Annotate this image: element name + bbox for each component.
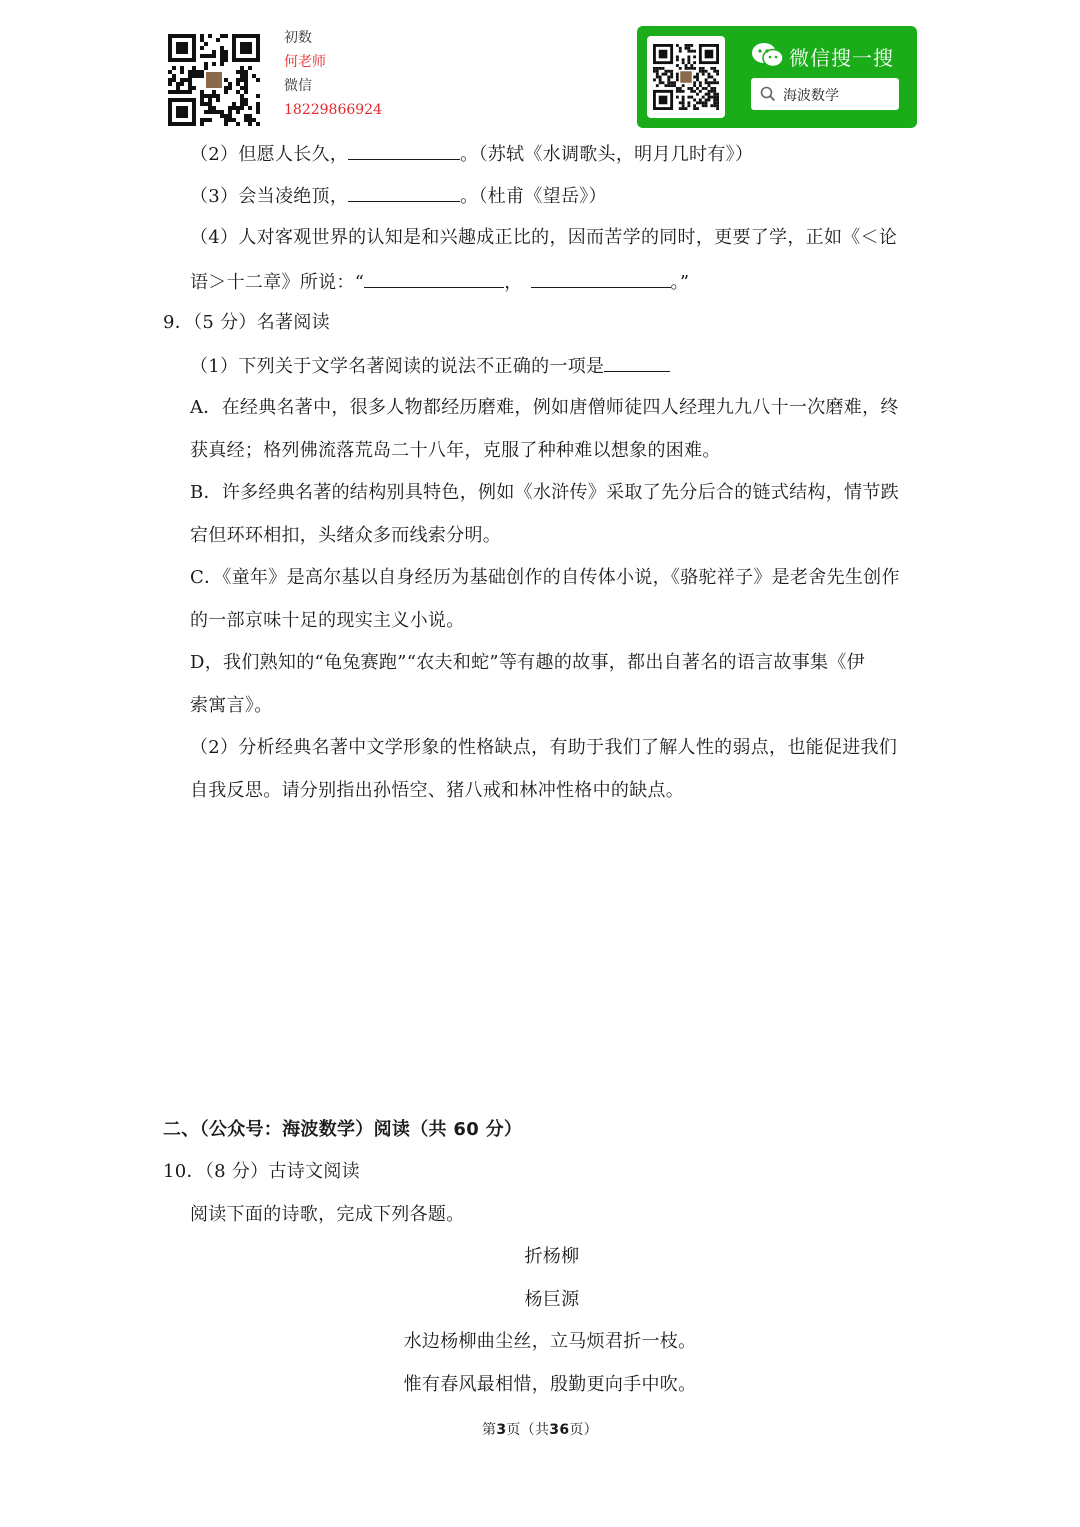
contact-subject: 初数	[284, 30, 312, 46]
poem-line-1: 水边杨柳曲尘丝，立马烦君折一枝。	[403, 1331, 697, 1352]
wechat-search-query: 海波数学	[783, 88, 839, 104]
q9-sub1: （1）下列关于文学名著阅读的说法不正确的一项是	[190, 353, 670, 379]
q8-item-3: （3）会当凌绝顶， 。（杜甫《望岳》）	[190, 183, 607, 209]
answer-blank	[531, 269, 671, 288]
poem-title: 折杨柳	[524, 1246, 580, 1267]
q8-item-2: （2）但愿人长久， 。（苏轼《水调歌头，明月几时有》）	[190, 141, 753, 167]
section-2-heading: 二、（公众号：海波数学）阅读（共 60 分）	[163, 1119, 523, 1140]
q9-option-d-line2: 索寓言》。	[190, 695, 273, 716]
wechat-qr-code	[647, 36, 725, 118]
poem-author: 杨巨源	[524, 1289, 580, 1310]
q9-sub2-line1: （2）分析经典名著中文学形象的性格缺点，有助于我们了解人性的弱点，也能促进我们	[190, 737, 898, 758]
page-footer: 第3页（共36页）	[482, 1422, 598, 1438]
contact-wechat-label: 微信	[284, 78, 312, 94]
q10-intro: 阅读下面的诗歌，完成下列各题。	[190, 1204, 465, 1225]
wechat-search-card	[637, 26, 917, 128]
answer-blank	[348, 141, 460, 160]
q9-option-b-line1: B．许多经典名著的结构别具特色，例如《水浒传》采取了先分后合的链式结构，情节跌	[190, 482, 899, 503]
contact-info	[284, 26, 382, 122]
search-icon	[760, 86, 776, 102]
q9-option-c-line2: 的一部京味十足的现实主义小说。	[190, 610, 465, 631]
q9-option-a-line2: 获真经；格列佛流落荒岛二十八年，克服了种种难以想象的困难。	[190, 440, 721, 461]
wechat-search-box	[751, 78, 899, 110]
page-number: 3	[496, 1422, 507, 1438]
contact-teacher: 何老师	[284, 54, 326, 70]
poem-line-2: 惟有春风最相惜，殷勤更向手中吹。	[403, 1374, 697, 1395]
q9-option-d-line1: D，我们熟知的“龟兔赛跑”“农夫和蛇”等有趣的故事，都出自著名的语言故事集《伊	[190, 652, 865, 673]
answer-blank	[604, 353, 670, 372]
q8-item-4-line1: （4）人对客观世界的认知是和兴趣成正比的，因而苦学的同时，更要了学，正如《＜论	[190, 227, 898, 248]
contact-phone: 18229866924	[284, 102, 382, 118]
q9-option-c-line1: C．《童年》是高尔基以自身经历为基础创作的自传体小说，《骆驼祥子》是老舍先生创作	[190, 567, 900, 588]
q9-title: 9．（5 分）名著阅读	[163, 312, 330, 333]
qr-code-contact	[168, 34, 260, 126]
q9-option-b-line2: 宕但环环相扣，头绪众多而线索分明。	[190, 525, 502, 546]
wechat-search-title: 微信搜一搜	[789, 46, 894, 70]
answer-blank	[348, 183, 460, 202]
page-total: 36	[549, 1422, 570, 1438]
q10-title: 10．（8 分）古诗文阅读	[163, 1161, 360, 1182]
wechat-logo-icon	[751, 42, 785, 68]
answer-blank	[364, 269, 504, 288]
q9-option-a-line1: A．在经典名著中，很多人物都经历磨难，例如唐僧师徒四人经理九九八十一次磨难，终	[190, 397, 899, 418]
q9-sub2-line2: 自我反思。请分别指出孙悟空、猪八戒和林冲性格中的缺点。	[190, 780, 685, 801]
q8-item-4-line2: 语＞十二章》所说：“ ， 。”	[190, 269, 689, 295]
